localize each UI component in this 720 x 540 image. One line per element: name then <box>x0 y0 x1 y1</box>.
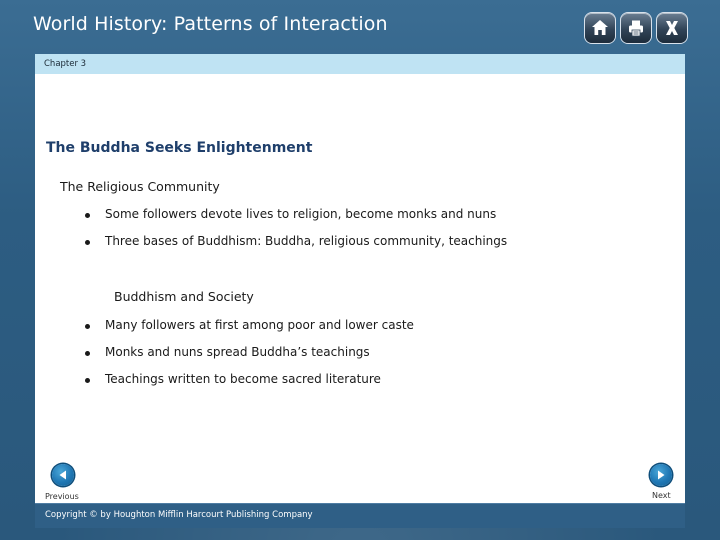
home-icon <box>590 18 610 38</box>
list-item-text: Teachings written to become sacred literature <box>105 372 381 386</box>
home-button[interactable] <box>585 13 615 43</box>
list-item-text: Many followers at first among poor and lower caste <box>105 318 414 332</box>
copyright-text: Copyright © by Houghton Mifflin Harcourt Publishing Company <box>45 510 313 520</box>
app-title: World History: Patterns of Interaction <box>33 13 388 35</box>
top-bar <box>0 0 720 54</box>
previous-label[interactable]: Previous <box>45 492 79 501</box>
chapter-label: Chapter 3 <box>44 59 87 69</box>
bullet-icon <box>85 378 90 383</box>
arrow-right-icon <box>655 466 667 485</box>
printer-icon <box>626 18 646 38</box>
section-title-buddhism-and-society: Buddhism and Society <box>114 289 254 304</box>
section-title-religious-community: The Religious Community <box>60 179 220 194</box>
bullet-icon <box>85 213 90 218</box>
footer-bar <box>35 503 685 528</box>
bullet-icon <box>85 240 90 245</box>
bullet-icon <box>85 324 90 329</box>
list-item-text: Monks and nuns spread Buddha’s teachings <box>105 345 370 359</box>
previous-button[interactable] <box>52 464 74 486</box>
list-item-text: Some followers devote lives to religion, become monks and nuns <box>105 207 497 221</box>
next-label[interactable]: Next <box>652 491 671 500</box>
bullet-icon <box>85 351 90 356</box>
arrow-left-icon <box>57 466 69 485</box>
slide-heading: The Buddha Seeks Enlightenment <box>46 140 313 156</box>
list-item-text: Three bases of Buddhism: Buddha, religious community, teachings <box>105 234 508 248</box>
next-button[interactable] <box>650 464 672 486</box>
close-button[interactable] <box>657 13 687 43</box>
close-icon <box>662 18 682 38</box>
slide-content <box>35 74 685 503</box>
chapter-bar <box>35 54 685 74</box>
print-button[interactable] <box>621 13 651 43</box>
